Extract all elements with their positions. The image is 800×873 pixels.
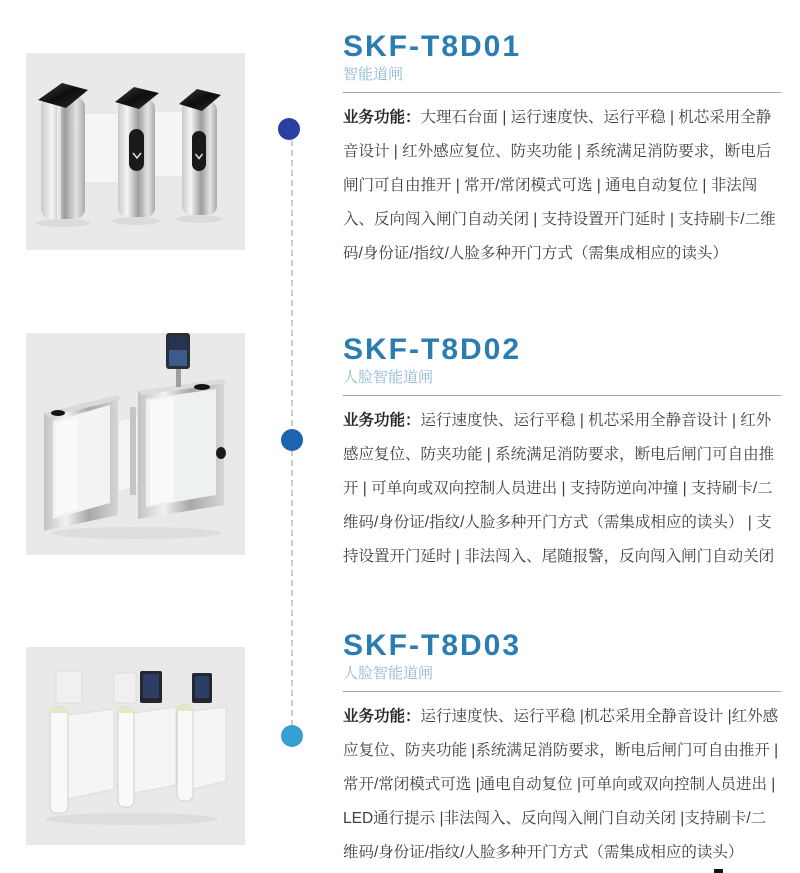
middle-pedestal — [112, 87, 160, 225]
turnstile-render-skf-t8d01 — [26, 53, 245, 250]
timeline-dot-3 — [281, 725, 303, 747]
business-functions-label: 业务功能： — [343, 708, 421, 725]
turnstile-render-skf-t8d02 — [26, 333, 245, 555]
description-text: 运行速度快、运行平稳 | 机芯采用全静音设计 | 红外感应复位、防夹功能 | 系统满足消防要求，断电后闸门可自由推开 | 可单向或双向控制人员进出 | 支持防逆向冲撞 | 支持刷卡/二维码/身份证/指纹/人脸多种开门方式（需集成相应的读头） | 支持设置开门延时 | 非法闯入、尾随报警，反向闯入闸门自动关闭 — [343, 412, 775, 565]
left-pedestal — [36, 83, 90, 227]
product-description — [343, 101, 781, 271]
product-description — [343, 700, 781, 870]
divider — [343, 92, 781, 93]
bottom-edge-mark — [714, 869, 723, 873]
ground-shadow — [51, 527, 221, 539]
product-model-title: SKF-T8D02 — [343, 333, 522, 366]
product-subtitle: 人脸智能道闸 — [343, 369, 434, 386]
business-functions-label: 业务功能： — [343, 109, 421, 126]
left-cabinet — [44, 395, 122, 531]
product-subtitle: 人脸智能道闸 — [343, 665, 434, 682]
product-image-box-skf-t8d02 — [26, 333, 245, 555]
timeline-dot-2 — [281, 429, 303, 451]
face-terminals — [140, 671, 212, 703]
product-image-box-skf-t8d01 — [26, 53, 245, 250]
product-info-skf-t8d03 — [343, 630, 781, 870]
product-subtitle: 智能道闸 — [343, 66, 404, 83]
product-image-box-skf-t8d03 — [26, 647, 245, 845]
face-recognition-terminal — [166, 333, 190, 387]
product-info-skf-t8d02 — [343, 334, 781, 574]
product-description — [343, 404, 781, 574]
glass-wings — [68, 707, 226, 799]
white-sign-panels — [56, 671, 136, 703]
description-text: 运行速度快、运行平稳 |机芯采用全静音设计 |红外感应复位、防夹功能 |系统满足消防要求，断电后闸门可自由推开 |常开/常闭模式可选 |通电自动复位 |可单向或双向控制人员进出 |LED通行提示 |非法闯入、反向闯入闸门自动关闭 |支持刷卡/二维码/身份证/指纹/人脸多种开门方式（需集成相应的读头） — [343, 708, 779, 861]
right-cabinet — [138, 379, 228, 519]
divider — [343, 395, 781, 396]
divider — [343, 691, 781, 692]
turnstile-render-skf-t8d03 — [26, 647, 245, 845]
timeline-dot-1 — [278, 118, 300, 140]
product-model-title: SKF-T8D01 — [343, 30, 522, 63]
product-info-skf-t8d01 — [343, 31, 781, 271]
product-model-title: SKF-T8D03 — [343, 629, 522, 662]
lane-glass-flap — [118, 407, 138, 495]
description-text: 大理石台面 | 运行速度快、运行平稳 | 机芯采用全静音设计 | 红外感应复位、防夹功能 | 系统满足消防要求，断电后闸门可自由推开 | 常开/常闭模式可选 | 通电自动复位 | 非法闯入、反向闯入闸门自动关闭 | 支持设置开门延时 | 支持刷卡/二维码/身份证/指纹/人脸多种开门方式（需集成相应的读头） — [343, 109, 776, 262]
right-pedestal — [176, 89, 222, 223]
business-functions-label: 业务功能： — [343, 412, 421, 429]
